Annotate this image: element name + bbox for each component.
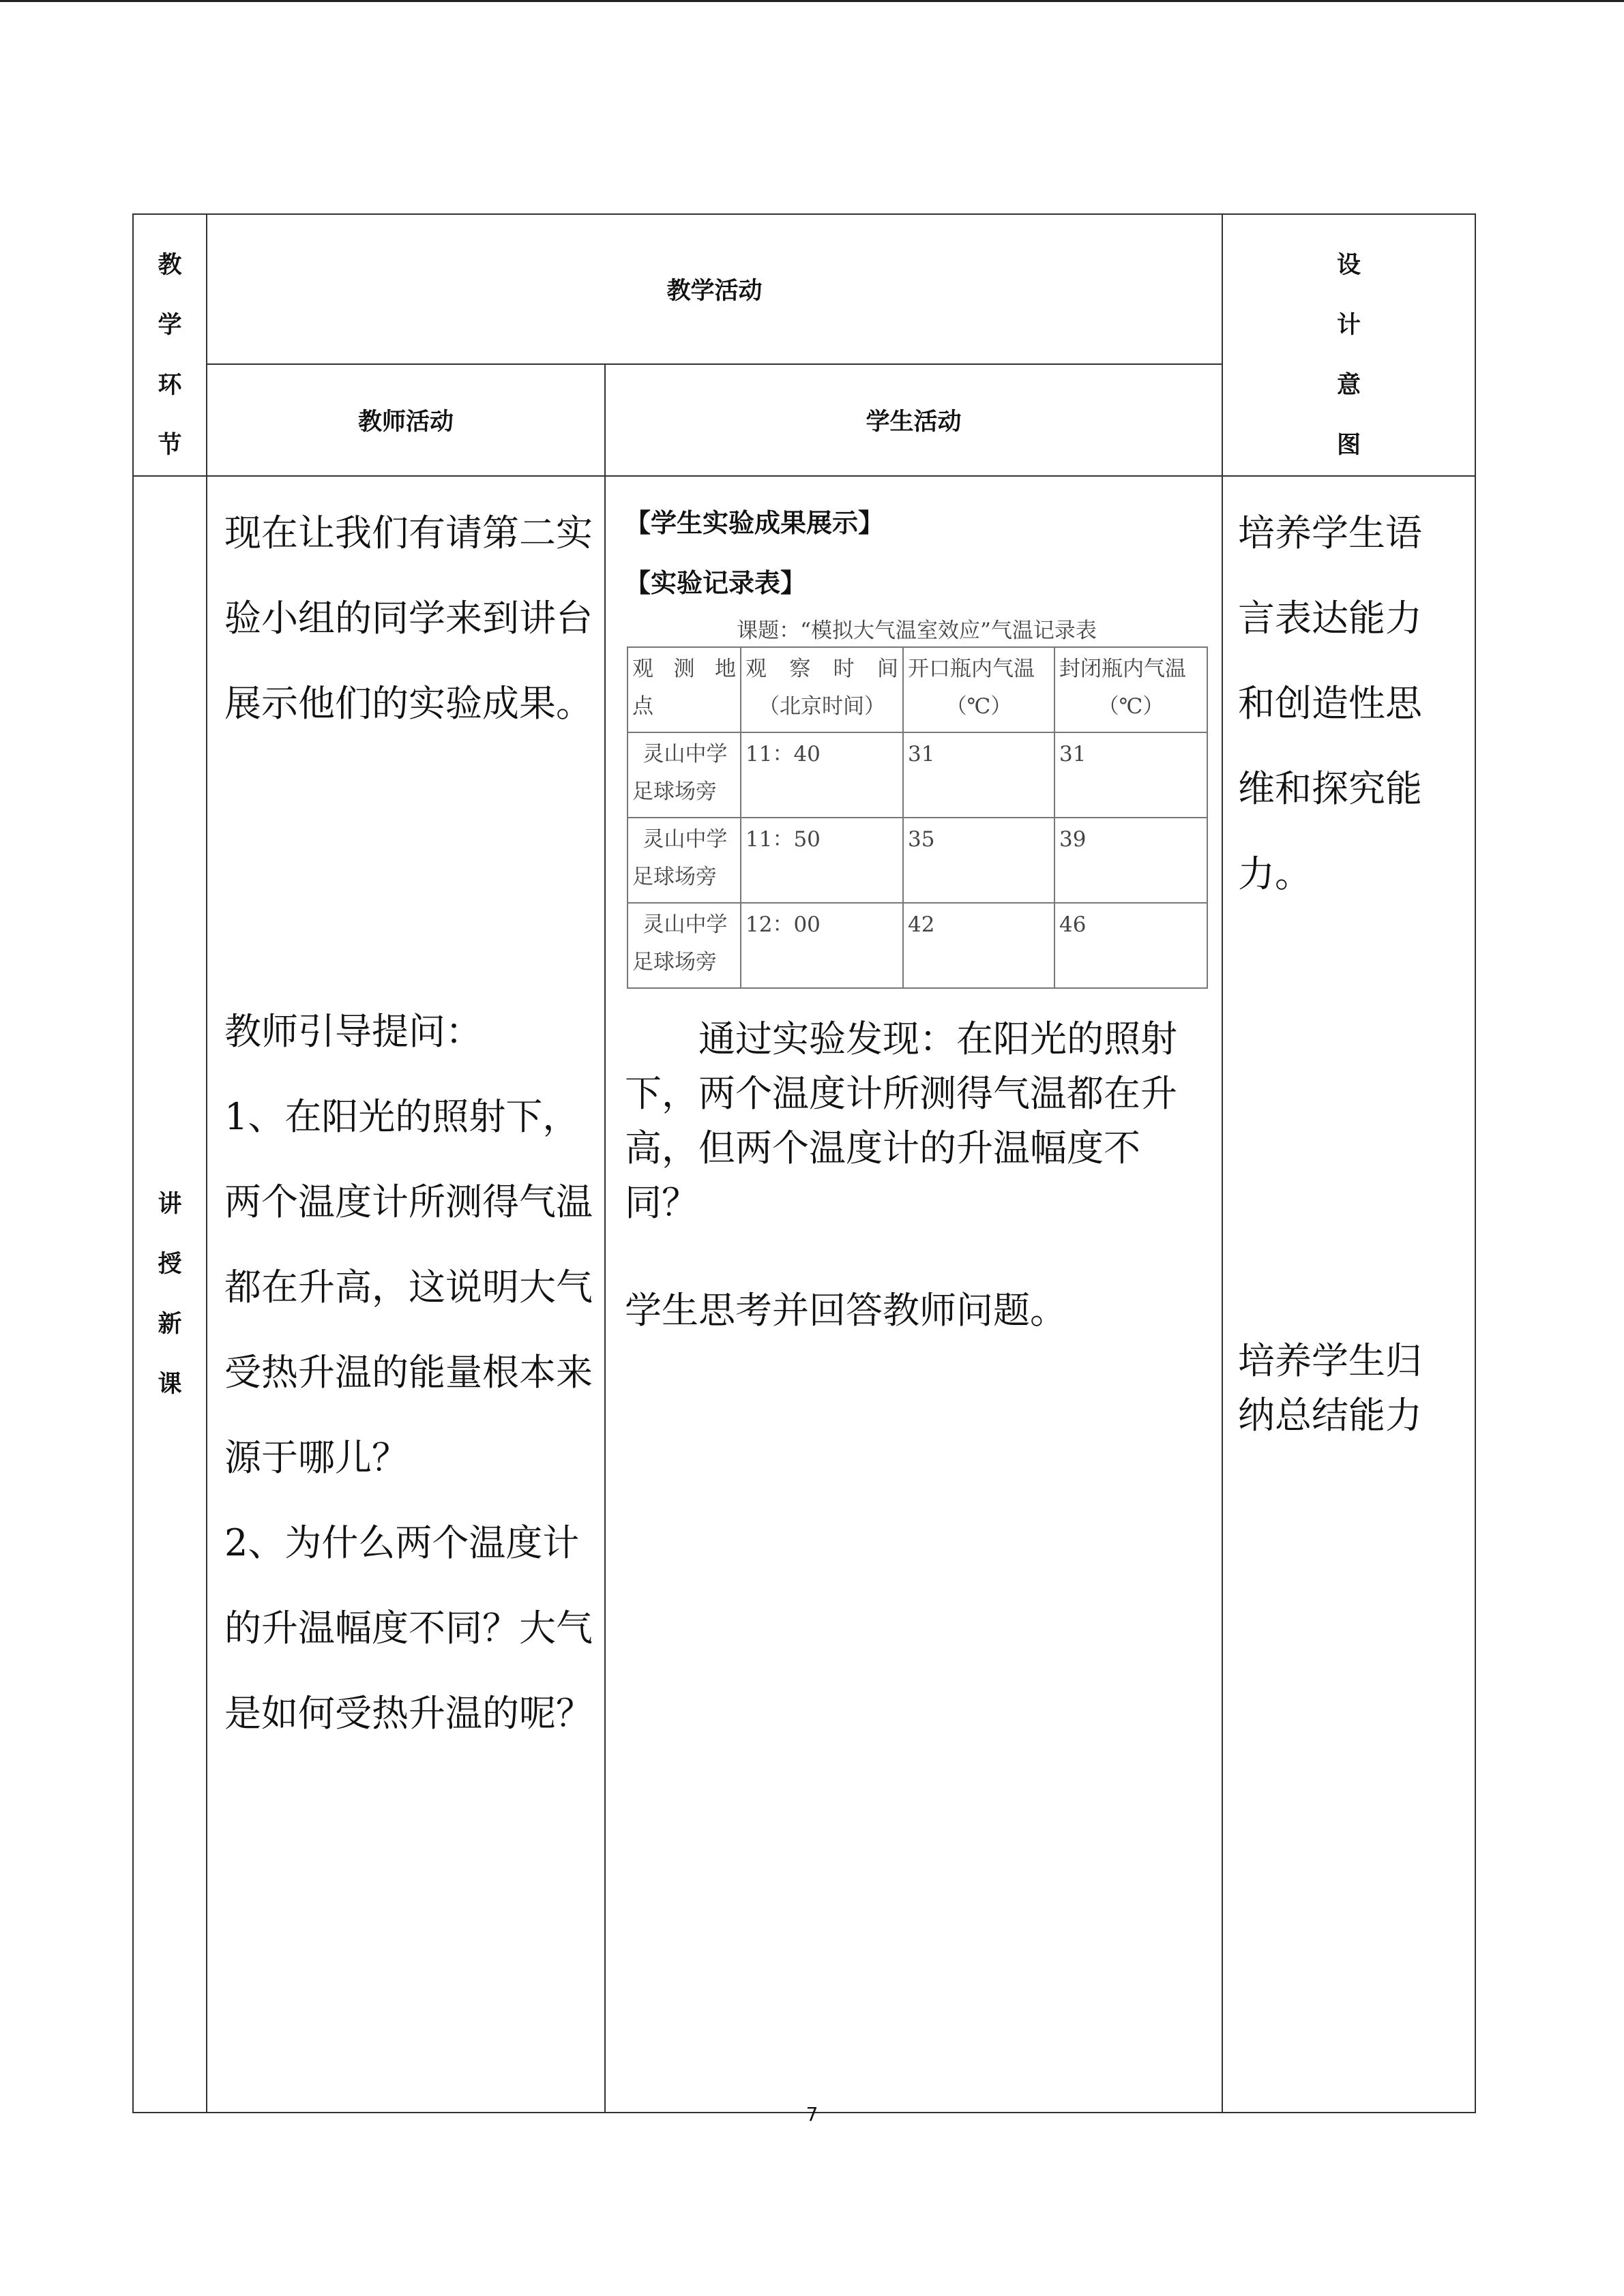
header-design-char: 意: [1337, 372, 1361, 399]
record-row: [628, 903, 1207, 988]
record-table-block: [627, 613, 1207, 989]
header-student-activity: 学生活动: [605, 364, 1222, 476]
student-finding-text: 通过实验发现：在阳光的照射下，两个温度计所测得气温都在升高，但两个温度计的升温幅度不同？: [625, 1017, 1177, 1224]
section-char: 新: [158, 1311, 182, 1338]
teacher-guide-label: 教师引导提问：: [224, 1010, 482, 1053]
header-design-char: 设: [1337, 252, 1361, 279]
record-location: 灵山中学足球场旁: [628, 732, 741, 818]
record-location: 灵山中学足球场旁: [628, 903, 741, 988]
design-intent-1: 培养学生语言表达能力和创造性思维和探究能力。: [1238, 511, 1423, 895]
teacher-question-2: 2、为什么两个温度计的升温幅度不同？大气是如何受热升温的呢？: [224, 1521, 593, 1735]
record-header-cell: 观察时间 （北京时间）: [741, 647, 903, 732]
header-design-char: 计: [1337, 312, 1361, 339]
top-border-line: [0, 0, 1624, 2]
record-table-caption: 课题：“模拟大气温室效应”气温记录表: [737, 618, 1097, 643]
teacher-invite-text: 现在让我们有请第二实验小组的同学来到讲台展示他们的实验成果。: [224, 511, 593, 725]
teacher-activity-cell: [207, 476, 605, 2113]
record-time: 11：50: [741, 818, 903, 903]
header-teacher-activity: 教师活动: [207, 364, 605, 476]
lesson-plan-table: [132, 213, 1476, 2113]
record-location: 灵山中学足球场旁: [628, 818, 741, 903]
design-intent-2: 培养学生归纳总结能力: [1238, 1339, 1423, 1437]
record-row: [628, 732, 1207, 818]
header-design-cell: [1222, 214, 1475, 476]
header-section-char: 教: [158, 252, 182, 279]
record-open-temp: 35: [903, 818, 1054, 903]
record-open-temp: 42: [903, 903, 1054, 988]
header-design-char: 图: [1337, 432, 1361, 459]
record-table-label: 【实验记录表】: [625, 568, 807, 598]
page-number: 7: [806, 2103, 818, 2126]
header-section-char: 节: [158, 432, 182, 459]
design-intent-cell: [1222, 476, 1475, 2113]
record-row: [628, 818, 1207, 903]
student-think-text: 学生思考并回答教师问题。: [625, 1289, 1067, 1332]
record-open-temp: 31: [903, 732, 1054, 818]
record-table: [627, 646, 1208, 989]
record-closed-temp: 39: [1054, 818, 1207, 903]
record-header-cell: 观测地 点: [628, 647, 741, 732]
header-teaching-activities: 教学活动: [207, 214, 1222, 364]
header-section-char: 学: [158, 312, 182, 339]
record-time: 11：40: [741, 732, 903, 818]
student-showcase-label: 【学生实验成果展示】: [625, 508, 885, 538]
student-activity-cell: [605, 476, 1222, 2113]
teacher-question-1: 1、在阳光的照射下，两个温度计所测得气温都在升高，这说明大气受热升温的能量根本来源于哪儿？: [224, 1095, 593, 1479]
record-closed-temp: 46: [1054, 903, 1207, 988]
header-section-cell: [133, 214, 207, 476]
header-section-char: 环: [158, 372, 182, 399]
record-header-cell: 封闭瓶内气温 （℃）: [1054, 647, 1207, 732]
record-time: 12：00: [741, 903, 903, 988]
record-closed-temp: 31: [1054, 732, 1207, 818]
section-char: 课: [158, 1371, 182, 1398]
record-header-cell: 开口瓶内气温 （℃）: [903, 647, 1054, 732]
section-char: 讲: [158, 1191, 182, 1218]
section-cell: [133, 476, 207, 2113]
section-char: 授: [158, 1251, 182, 1278]
